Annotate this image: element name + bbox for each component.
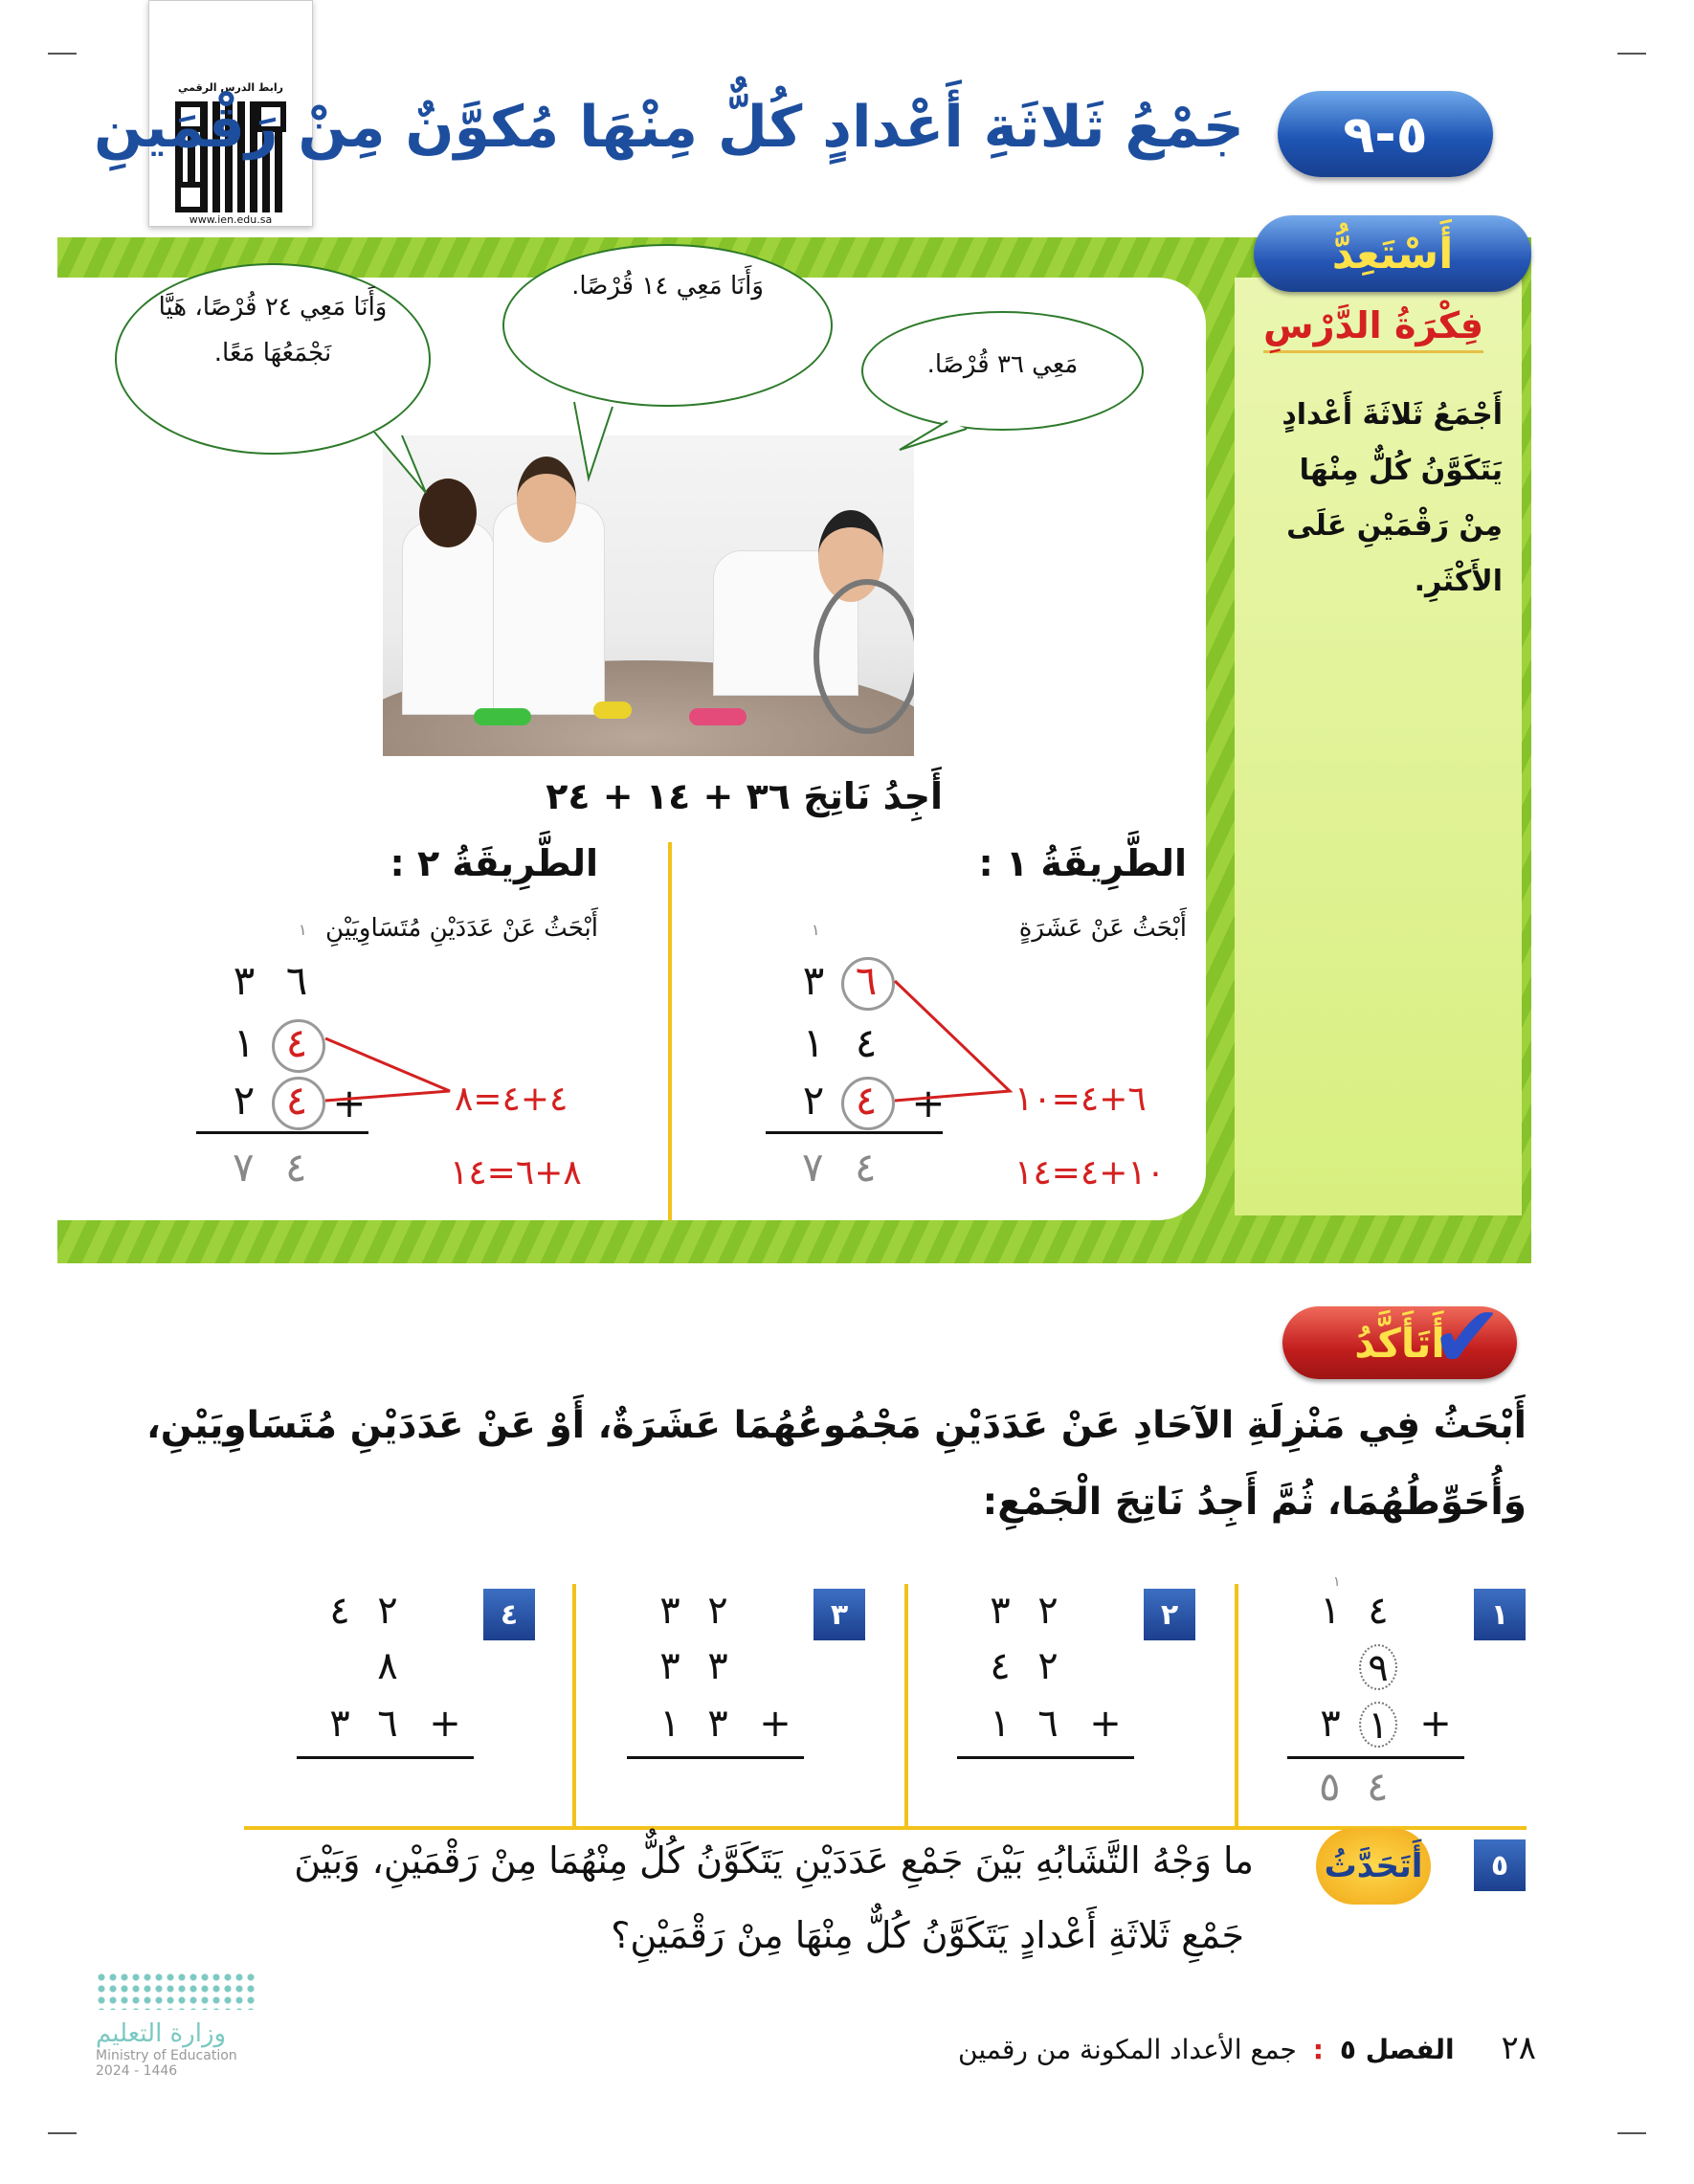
plus-sign: + bbox=[759, 1702, 791, 1746]
lesson-idea-text: أَجْمَعُ ثَلاثَةَ أَعْدادٍ يَتَكَوَّنُ كُلٌّ مِنْهَا مِنْ رَقْمَيْنِ عَلَى الأَكْثَرِ. bbox=[1282, 398, 1503, 598]
talk-line: جَمْعِ ثَلاثَةِ أَعْدادٍ يَتَكَوَّنُ كُلٌّ مِنْهَا مِنْ رَقْمَيْنِ؟ bbox=[611, 1914, 1244, 1956]
digit: ١ bbox=[802, 1019, 825, 1066]
ministry-logo bbox=[96, 1972, 287, 2079]
checkmark-icon: ✔ bbox=[1431, 1287, 1504, 1388]
ministry-name-ar: وزارة التعليم bbox=[96, 2019, 227, 2048]
traced-digit: ٤ bbox=[285, 1144, 307, 1191]
logo-dots-icon bbox=[96, 1972, 258, 2010]
digit: ٣ bbox=[990, 1589, 1011, 1633]
speech-text-right: مَعِي ٣٦ قُرْصًا. bbox=[926, 350, 1079, 379]
crop-mark bbox=[48, 2132, 77, 2134]
method2-subtitle: أَبْحَثُ عَنْ عَدَدَيْنِ مُتَسَاوِيَيْنِ bbox=[325, 914, 598, 943]
digit: ٣ bbox=[659, 1589, 680, 1633]
exercise-number: ٣ bbox=[814, 1589, 865, 1640]
digit: ٦ bbox=[855, 957, 878, 1004]
method1-equation2: ١٠+٤=١٤ bbox=[1014, 1153, 1166, 1192]
digit: ١ bbox=[659, 1702, 680, 1746]
digit: ٤ bbox=[1368, 1589, 1389, 1633]
ministry-name-en: Ministry of Education bbox=[96, 2048, 237, 2063]
digit: ٣ bbox=[707, 1702, 728, 1746]
talk-badge: أَتَحَدَّثُ bbox=[1316, 1828, 1431, 1905]
plus-sign: + bbox=[332, 1080, 367, 1126]
digit: ٤ bbox=[285, 1019, 308, 1066]
digit: ٦ bbox=[285, 957, 308, 1004]
method1-equation1: ٦+٤=١٠ bbox=[1014, 1080, 1147, 1119]
crop-mark bbox=[1617, 2132, 1646, 2134]
carry-mark: ١ bbox=[299, 921, 307, 939]
page-number: ٢٨ bbox=[1501, 2029, 1536, 2067]
chapter-title: جمع الأعداد المكونة من رقمين bbox=[958, 2034, 1297, 2065]
method2-equation2: ٨+٦=١٤ bbox=[450, 1153, 582, 1192]
check-instructions bbox=[139, 1388, 1527, 1541]
talk-line: ما وَجْهُ التَّشَابُهِ بَيْنَ جَمْعِ عَدَدَيْنِ يَتَكَوَّنُ كُلٌّ مِنْهُمَا مِنْ رَقْمَيْنِ، وَبَيْنَ bbox=[294, 1839, 1254, 1882]
digit: ١ bbox=[1320, 1589, 1341, 1633]
digit: ٣ bbox=[707, 1644, 728, 1688]
ready-badge: أَسْتَعِدُّ bbox=[1254, 215, 1531, 292]
digit: ٣ bbox=[659, 1644, 680, 1688]
qr-url: www.ien.edu.sa bbox=[189, 213, 273, 226]
ministry-year: 2024 - 1446 bbox=[96, 2063, 178, 2079]
plus-sign: + bbox=[1089, 1702, 1122, 1746]
plus-sign: + bbox=[911, 1080, 946, 1126]
sum-line bbox=[1287, 1756, 1464, 1759]
method1-title: الطَّرِيقَةُ ١ : bbox=[978, 842, 1187, 884]
check-badge: أَتَأَكَّدُ bbox=[1282, 1306, 1517, 1379]
instruction-line: وَأُحَوِّطُهُمَا، ثُمَّ أَجِدُ نَاتِجَ الْجَمْعِ: bbox=[982, 1481, 1527, 1524]
lesson-number-badge: ٥-٩ bbox=[1278, 91, 1493, 177]
speech-text-middle: وَأَنَا مَعِي ١٤ قُرْصًا. bbox=[571, 272, 764, 301]
digit: ٢ bbox=[377, 1589, 398, 1633]
traced-digit: ٧ bbox=[802, 1144, 824, 1191]
find-sum-statement: أَجِدُ نَاتِجَ ٣٦ + ١٤ + ٢٤ bbox=[546, 775, 943, 817]
sum-line bbox=[957, 1756, 1134, 1759]
digit: ٤ bbox=[855, 1077, 878, 1124]
digit: ٢ bbox=[802, 1077, 825, 1124]
sum-line bbox=[627, 1756, 804, 1759]
method2-title: الطَّرِيقَةُ ٢ : bbox=[390, 842, 598, 884]
digit: ٦ bbox=[1037, 1702, 1059, 1746]
lesson-title: جَمْعُ ثَلاثَةِ أَعْدادٍ كُلٌّ مِنْهَا مُكوَّنٌ مِنْ رَقْمَينِ bbox=[93, 94, 1244, 161]
digit: ١ bbox=[990, 1702, 1011, 1746]
digit: ١ bbox=[1359, 1702, 1397, 1748]
talk-question bbox=[105, 1823, 1254, 1972]
digit: ٢ bbox=[1037, 1644, 1059, 1688]
digit: ٣ bbox=[329, 1702, 350, 1746]
sum-line bbox=[297, 1756, 474, 1759]
page-footer bbox=[958, 2029, 1536, 2067]
exercise-divider bbox=[1235, 1584, 1238, 1828]
method1-subtitle: أَبْحَثُ عَنْ عَشَرَةٍ bbox=[1018, 914, 1187, 943]
digit: ٨ bbox=[377, 1644, 398, 1688]
traced-digit: ٧ bbox=[233, 1144, 255, 1191]
digit: ٣ bbox=[802, 957, 825, 1004]
digit: ٣ bbox=[1320, 1702, 1341, 1746]
chapter-separator: : bbox=[1312, 2034, 1324, 2065]
exercise-number: ٢ bbox=[1144, 1589, 1195, 1640]
carry-mark: ١ bbox=[1333, 1574, 1341, 1590]
digit: ٣ bbox=[233, 957, 256, 1004]
exercise-divider bbox=[904, 1584, 908, 1828]
traced-digit: ٤ bbox=[1367, 1763, 1389, 1810]
digit: ١ bbox=[233, 1019, 256, 1066]
plus-sign: + bbox=[1419, 1702, 1452, 1746]
exercise-number: ٤ bbox=[483, 1589, 535, 1640]
digit: ٢ bbox=[707, 1589, 728, 1633]
traced-digit: ٥ bbox=[1319, 1763, 1341, 1810]
method2-equation1: ٤+٤=٨ bbox=[455, 1080, 568, 1119]
speech-text-left: وَأَنَا مَعِي ٢٤ قُرْصًا، هَيَّا نَجْمَعُهَا مَعًا. bbox=[158, 293, 388, 368]
digit: ٤ bbox=[329, 1589, 350, 1633]
exercise-number: ١ bbox=[1474, 1589, 1526, 1640]
digit: ٦ bbox=[377, 1702, 398, 1746]
digit: ٩ bbox=[1359, 1644, 1397, 1690]
plus-sign: + bbox=[429, 1702, 461, 1746]
digit: ٤ bbox=[855, 1019, 878, 1066]
digit: ٢ bbox=[233, 1077, 256, 1124]
chapter-label: الفصل ٥ bbox=[1339, 2034, 1455, 2065]
digit: ٤ bbox=[285, 1077, 308, 1124]
lesson-idea-title: فِكْرَةُ الدَّرْسِ bbox=[1263, 304, 1483, 353]
digit: ٤ bbox=[990, 1644, 1011, 1688]
digit: ٢ bbox=[1037, 1589, 1059, 1633]
qr-label: رابط الدرس الرقمي bbox=[178, 81, 283, 94]
instruction-line: أَبْحَثُ فِي مَنْزِلَةِ الآحَادِ عَنْ عَدَدَيْنِ مَجْمُوعُهُمَا عَشَرَةٌ، أَوْ عَنْ عَدَدَيْنِ مُتَسَاوِيَيْنِ، bbox=[145, 1404, 1527, 1447]
talk-number: ٥ bbox=[1474, 1839, 1526, 1891]
traced-digit: ٤ bbox=[855, 1144, 877, 1191]
exercise-divider bbox=[572, 1584, 576, 1828]
carry-mark: ١ bbox=[812, 921, 820, 939]
